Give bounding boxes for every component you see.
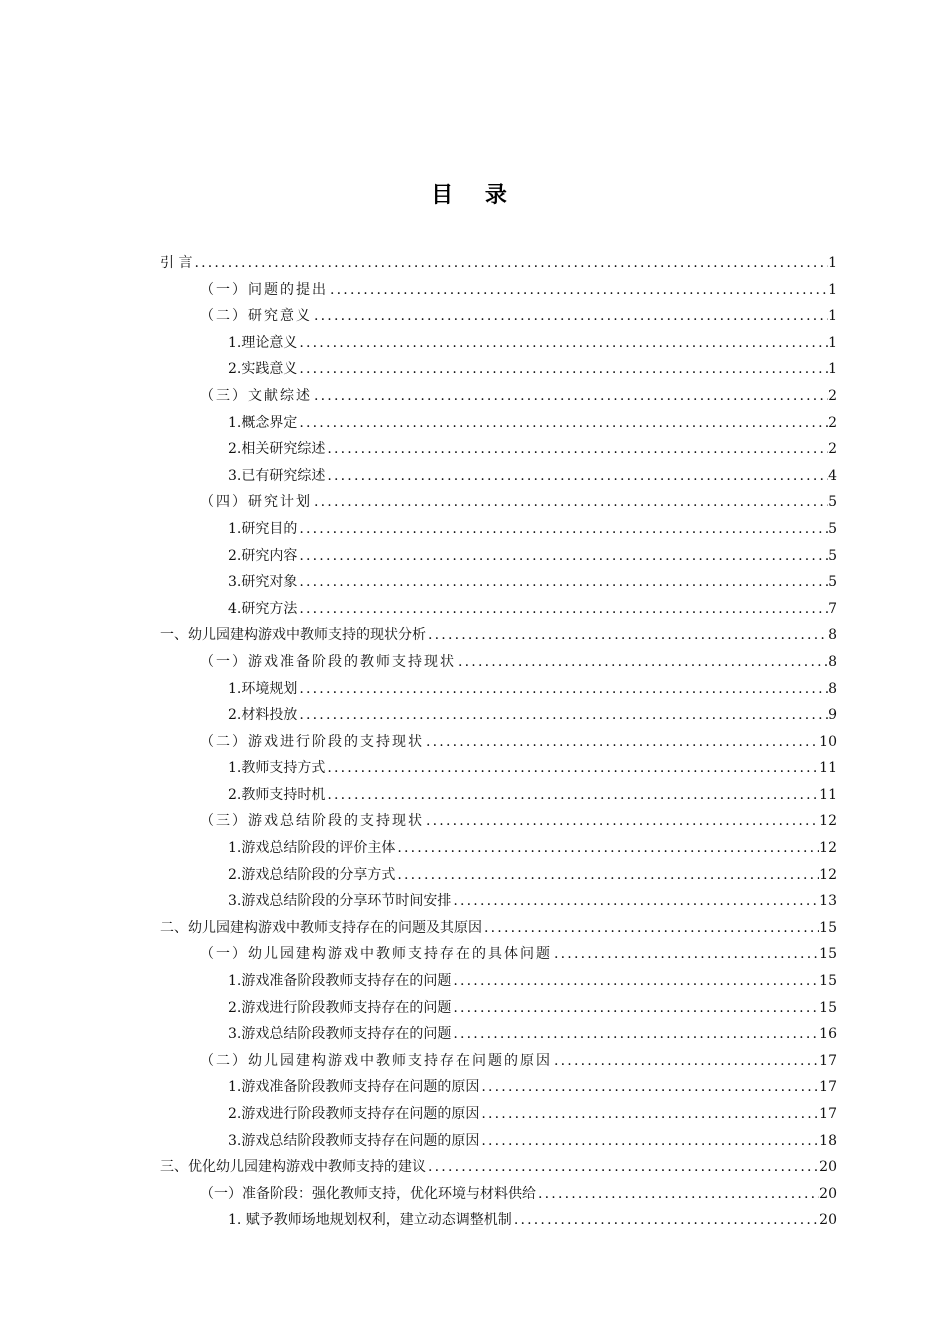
toc-leader-dots (479, 1074, 819, 1101)
toc-leader-dots (424, 729, 819, 756)
toc-entry[interactable] (160, 1048, 837, 1075)
toc-entry-label: 2.教师支持时机 (228, 786, 326, 803)
toc-page-number: 11 (819, 760, 837, 777)
toc-leader-dots (325, 755, 819, 782)
toc-entry[interactable] (160, 1207, 837, 1234)
toc-entry[interactable] (160, 436, 837, 463)
toc-entry[interactable] (160, 410, 837, 437)
toc-entry-label: 3.已有研究综述 (228, 467, 326, 484)
toc-entry[interactable] (160, 676, 837, 703)
toc-entry[interactable] (160, 915, 837, 942)
toc-entry[interactable] (160, 941, 837, 968)
toc-page-number: 16 (819, 1026, 837, 1043)
toc-entry[interactable] (160, 596, 837, 623)
toc-page-number: 15 (819, 999, 837, 1016)
toc-entry[interactable] (160, 569, 837, 596)
toc-leader-dots (552, 941, 819, 968)
toc-entry[interactable] (160, 489, 837, 516)
toc-entry[interactable] (160, 702, 837, 729)
toc-page-number: 7 (828, 600, 837, 617)
toc-leader-dots (312, 303, 828, 330)
toc-entry-label: 3.游戏总结阶段的分享环节时间安排 (228, 893, 452, 910)
toc-page-number: 12 (819, 866, 837, 883)
toc-page-number: 5 (828, 520, 837, 537)
toc-entry[interactable] (160, 755, 837, 782)
toc-page-number: 15 (819, 973, 837, 990)
toc-entry[interactable] (160, 995, 837, 1022)
toc-entry[interactable] (160, 356, 837, 383)
table-of-contents (160, 250, 837, 1234)
toc-leader-dots (297, 543, 828, 570)
toc-entry-label: （一）准备阶段：强化教师支持，优化环境与材料供给 (200, 1185, 536, 1202)
toc-entry-label: 1.研究目的 (228, 520, 298, 537)
toc-leader-dots (426, 622, 828, 649)
toc-entry-label: 4.研究方法 (228, 600, 298, 617)
toc-entry-label: 2.游戏总结阶段的分享方式 (228, 866, 396, 883)
toc-entry-label: 3.游戏总结阶段教师支持存在问题的原因 (228, 1132, 480, 1149)
toc-page-number: 1 (828, 308, 837, 325)
toc-leader-dots (297, 596, 828, 623)
toc-entry[interactable] (160, 968, 837, 995)
toc-page-number: 17 (819, 1079, 837, 1096)
toc-entry-label: 一、幼儿园建构游戏中教师支持的现状分析 (160, 627, 426, 644)
toc-entry[interactable] (160, 1101, 837, 1128)
toc-leader-dots (451, 1021, 819, 1048)
toc-entry[interactable] (160, 1021, 837, 1048)
toc-page-number: 15 (819, 919, 837, 936)
toc-leader-dots (297, 702, 828, 729)
toc-entry[interactable] (160, 862, 837, 889)
toc-entry[interactable] (160, 888, 837, 915)
toc-leader-dots (328, 277, 828, 304)
toc-entry-label: 2.实践意义 (228, 361, 298, 378)
toc-entry[interactable] (160, 516, 837, 543)
toc-entry[interactable] (160, 543, 837, 570)
toc-entry[interactable] (160, 303, 837, 330)
toc-entry-label: 1.环境规划 (228, 680, 298, 697)
toc-leader-dots (297, 356, 828, 383)
toc-page-number: 12 (819, 840, 837, 857)
toc-page-number: 18 (819, 1132, 837, 1149)
toc-entry[interactable] (160, 1181, 837, 1208)
toc-entry-label: （三）文献综述 (200, 387, 312, 404)
toc-leader-dots (325, 436, 828, 463)
toc-page-number: 1 (828, 255, 837, 271)
toc-entry-label: 2.游戏进行阶段教师支持存在的问题 (228, 999, 452, 1016)
toc-entry-label: 二、幼儿园建构游戏中教师支持存在的问题及其原因 (160, 919, 482, 936)
toc-entry[interactable] (160, 649, 837, 676)
toc-leader-dots (482, 915, 819, 942)
toc-page-number: 8 (828, 680, 837, 697)
toc-entry-label: （二）游戏进行阶段的支持现状 (200, 733, 424, 750)
toc-entry[interactable] (160, 383, 837, 410)
toc-leader-dots (395, 835, 819, 862)
toc-entry[interactable] (160, 277, 837, 304)
toc-entry-label: 2.相关研究综述 (228, 441, 326, 458)
toc-entry-label: （一）幼儿园建构游戏中教师支持存在的具体问题 (200, 946, 552, 963)
toc-entry-label: 1.教师支持方式 (228, 760, 326, 777)
toc-page-number: 1 (828, 334, 837, 351)
toc-page-number: 20 (819, 1185, 837, 1202)
toc-leader-dots (192, 250, 828, 277)
toc-entry-label: 1.游戏准备阶段教师支持存在的问题 (228, 973, 452, 990)
toc-entry-label: 1. 赋予教师场地规划权利，建立动态调整机制 (228, 1212, 512, 1229)
toc-leader-dots (536, 1181, 819, 1208)
toc-entry-label: 1.理论意义 (228, 334, 298, 351)
toc-leader-dots (512, 1207, 819, 1234)
toc-entry-label: 引 言 (160, 255, 193, 271)
toc-leader-dots (451, 888, 819, 915)
toc-leader-dots (312, 489, 828, 516)
toc-page-number: 9 (828, 707, 837, 724)
toc-entry[interactable] (160, 463, 837, 490)
toc-entry-label: 三、优化幼儿园建构游戏中教师支持的建议 (160, 1159, 426, 1176)
toc-leader-dots (312, 383, 828, 410)
toc-leader-dots (456, 649, 828, 676)
toc-page-number: 20 (819, 1212, 837, 1229)
toc-entry[interactable] (160, 330, 837, 357)
toc-entry[interactable] (160, 250, 837, 277)
toc-leader-dots (297, 569, 828, 596)
toc-leader-dots (552, 1048, 819, 1075)
toc-entry[interactable] (160, 1154, 837, 1181)
toc-page-number: 4 (828, 467, 837, 484)
page-title: 目 录 (431, 183, 519, 208)
toc-page-number: 10 (819, 733, 837, 750)
toc-page-number: 15 (819, 946, 837, 963)
toc-page-number: 13 (819, 893, 837, 910)
toc-leader-dots (297, 330, 828, 357)
toc-leader-dots (426, 1154, 819, 1181)
toc-leader-dots (325, 463, 828, 490)
toc-entry-label: 2.研究内容 (228, 547, 298, 564)
toc-page-number: 5 (828, 574, 837, 591)
toc-page-number: 2 (828, 387, 837, 404)
toc-leader-dots (395, 862, 819, 889)
toc-entry-label: （二）研究意义 (200, 308, 312, 325)
toc-entry[interactable] (160, 1128, 837, 1155)
toc-entry-label: （一）问题的提出 (200, 281, 328, 298)
toc-page-number: 8 (828, 653, 837, 670)
toc-entry[interactable] (160, 835, 837, 862)
toc-entry[interactable] (160, 1074, 837, 1101)
toc-entry-label: 2.材料投放 (228, 707, 298, 724)
toc-entry-label: （二）幼儿园建构游戏中教师支持存在问题的原因 (200, 1052, 552, 1069)
toc-entry[interactable] (160, 808, 837, 835)
toc-page-number: 12 (819, 813, 837, 830)
toc-entry[interactable] (160, 782, 837, 809)
toc-page-number: 2 (828, 414, 837, 431)
toc-leader-dots (479, 1128, 819, 1155)
toc-page-number: 2 (828, 441, 837, 458)
toc-leader-dots (325, 782, 819, 809)
toc-page-number: 5 (828, 547, 837, 564)
toc-page-number: 17 (819, 1106, 837, 1122)
toc-leader-dots (297, 676, 828, 703)
toc-page-number: 1 (828, 281, 837, 298)
toc-entry[interactable] (160, 622, 837, 649)
toc-entry-label: （三）游戏总结阶段的支持现状 (200, 813, 424, 830)
toc-page-number: 11 (819, 786, 837, 803)
toc-page-number: 17 (819, 1052, 837, 1069)
toc-entry-label: 3.研究对象 (228, 574, 298, 591)
toc-entry-label: 1.游戏准备阶段教师支持存在问题的原因 (228, 1079, 480, 1096)
toc-page-number: 1 (828, 361, 837, 378)
toc-leader-dots (297, 516, 828, 543)
toc-leader-dots (297, 410, 828, 437)
toc-entry-label: 3.游戏总结阶段教师支持存在的问题 (228, 1026, 452, 1043)
toc-page-number: 8 (828, 627, 837, 644)
toc-leader-dots (451, 968, 819, 995)
toc-entry-label: 1.游戏总结阶段的评价主体 (228, 840, 396, 857)
toc-leader-dots (451, 995, 819, 1022)
toc-leader-dots (424, 808, 819, 835)
toc-entry-label: （四）研究计划 (200, 494, 312, 511)
toc-entry[interactable] (160, 729, 837, 756)
toc-leader-dots (479, 1101, 819, 1128)
toc-entry-label: （一）游戏准备阶段的教师支持现状 (200, 653, 456, 670)
toc-entry-label: 2.游戏进行阶段教师支持存在问题的原因 (228, 1106, 480, 1122)
toc-page-number: 20 (819, 1159, 837, 1176)
toc-page-number: 5 (828, 494, 837, 511)
toc-entry-label: 1.概念界定 (228, 414, 298, 431)
